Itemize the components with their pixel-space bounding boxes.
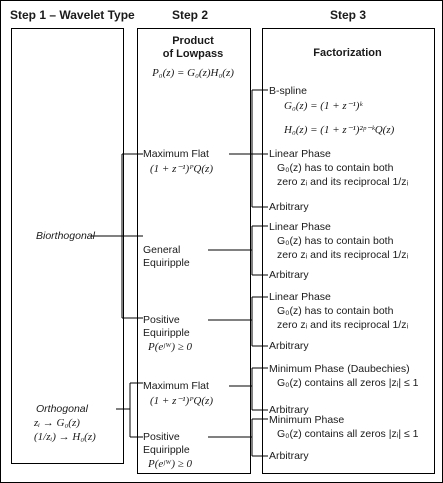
linear-phase-label-3: Linear Phase <box>269 291 331 303</box>
linear-phase-3-line-a: G₀(z) has to contain both <box>277 305 394 317</box>
linear-phase-1-line-a: G₀(z) has to contain both <box>277 162 394 174</box>
biorthogonal-label: Biorthogonal <box>36 230 95 242</box>
positive-equiripple2-line2: Equiripple <box>143 444 190 456</box>
product-equation: P₀(z) = G₀(z)H₀(z) <box>152 67 234 79</box>
orthogonal-zero-mapping: zᵢ → G₀(z) <box>34 417 80 429</box>
bspline-h0-equation: H₀(z) = (1 + z⁻¹)²ᵖ⁻ᵏQ(z) <box>284 124 395 136</box>
arbitrary-label-1: Arbitrary <box>269 201 309 213</box>
positive-equiripple2-condition: P(eʲᵂ) ≥ 0 <box>148 458 193 470</box>
max-flat-equation-1: (1 + z⁻¹)ᴾQ(z) <box>150 163 213 175</box>
max-flat-label-1: Maximum Flat <box>143 148 209 160</box>
arbitrary-label-2: Arbitrary <box>269 269 309 281</box>
step1-header: Step 1 – Wavelet Type <box>10 8 135 22</box>
general-equiripple-line2: Equiripple <box>143 257 190 269</box>
bspline-label: B-spline <box>269 85 307 97</box>
max-flat-equation-2: (1 + z⁻¹)ᴾQ(z) <box>150 395 213 407</box>
positive-equiripple-line1: Positive <box>143 314 180 326</box>
linear-phase-label-1: Linear Phase <box>269 148 331 160</box>
arbitrary-label-3: Arbitrary <box>269 340 309 352</box>
factorization-title: Factorization <box>313 47 382 59</box>
step3-header: Step 3 <box>330 8 367 22</box>
bspline-g0-equation: G₀(z) = (1 + z⁻¹)ᵏ <box>284 100 363 112</box>
linear-phase-2-line-a: G₀(z) has to contain both <box>277 235 394 247</box>
linear-phase-label-2: Linear Phase <box>269 221 331 233</box>
orthogonal-label: Orthogonal <box>36 403 88 415</box>
step2-header: Step 2 <box>172 8 209 22</box>
minimum-phase-daubechies-label: Minimum Phase (Daubechies) <box>269 363 410 375</box>
minimum-phase-label: Minimum Phase <box>269 414 345 426</box>
positive-equiripple2-line1: Positive <box>143 431 180 443</box>
positive-equiripple-condition: P(eʲᵂ) ≥ 0 <box>148 341 193 353</box>
linear-phase-2-line-b: zero zᵢ and its reciprocal 1/zᵢ <box>277 249 409 261</box>
linear-phase-1-line-b: zero zᵢ and its reciprocal 1/zᵢ <box>277 176 409 188</box>
linear-phase-3-line-b: zero zᵢ and its reciprocal 1/zᵢ <box>277 319 409 331</box>
general-equiripple-line1: General <box>143 244 181 256</box>
positive-equiripple-line2: Equiripple <box>143 327 190 339</box>
arbitrary-label-5: Arbitrary <box>269 450 309 462</box>
arbitrary-label-4: Arbitrary <box>269 404 309 416</box>
orthogonal-reciprocal-mapping: (1/zᵢ) → H₀(z) <box>34 431 96 443</box>
minimum-phase-daubechies-condition: G₀(z) contains all zeros |zᵢ| ≤ 1 <box>277 377 419 389</box>
max-flat-label-2: Maximum Flat <box>143 380 209 392</box>
minimum-phase-condition: G₀(z) contains all zeros |zᵢ| ≤ 1 <box>277 428 419 440</box>
step2-title-line2: of Lowpass <box>162 48 224 60</box>
step2-title-line1: Product <box>172 35 214 47</box>
